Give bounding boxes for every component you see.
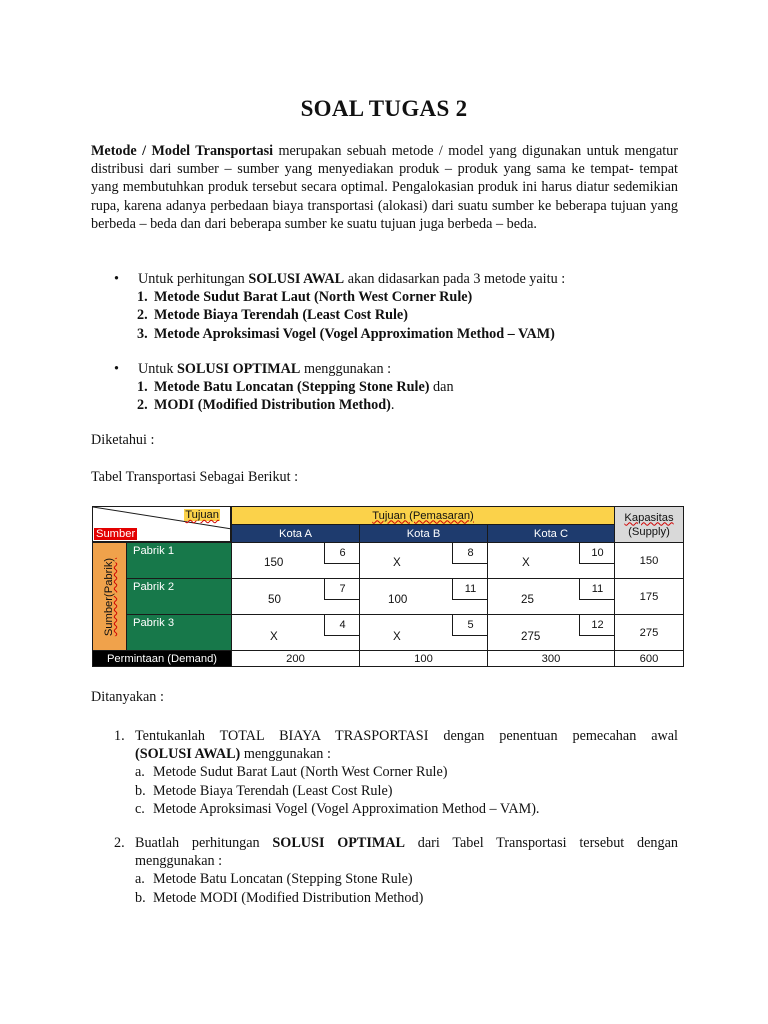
list-item: 2. MODI (Modified Distribution Method). (137, 397, 395, 414)
table-cell: X 10 (487, 542, 615, 579)
dest-kota-a: Kota A (231, 524, 360, 543)
corner-cell (92, 506, 231, 542)
row-pabrik-2: Pabrik 2 (126, 578, 232, 615)
question-text: Buatlah perhitungan SOLUSI OPTIMAL dari Tabel Transportasi tersebut dengan (135, 835, 678, 851)
dest-kota-c: Kota C (487, 524, 615, 543)
cost-box: 12 (579, 615, 615, 636)
table-caption: Tabel Transportasi Sebagai Berikut : (91, 469, 299, 485)
table-cell: 150 6 (231, 542, 360, 579)
cost-box: 11 (579, 579, 615, 600)
cost-box: 11 (452, 579, 488, 600)
cost-box: 10 (579, 543, 615, 564)
page-title: SOAL TUGAS 2 (300, 96, 468, 121)
cost-box: 7 (324, 579, 360, 600)
supply-cell: 275 (614, 614, 684, 651)
cost-box: 4 (324, 615, 360, 636)
supply-cell: 175 (614, 578, 684, 615)
bullet-lead: Untuk perhitungan SOLUSI AWAL akan didasarkan pada 3 metode yaitu : (138, 271, 566, 287)
bullet-dot: • (114, 271, 119, 287)
demand-label: Permintaan (Demand) (92, 650, 232, 667)
diketahui-label: Diketahui : (91, 432, 155, 448)
table-cell: X 8 (359, 542, 488, 579)
corner-sumber: Sumber (96, 528, 136, 540)
intro-paragraph (91, 142, 678, 233)
table-cell: 25 11 (487, 578, 615, 615)
intro-bold-lead: Metode / Model Transportasi (91, 143, 274, 159)
table-cell: X 5 (359, 614, 488, 651)
dest-kota-b: Kota B (359, 524, 488, 543)
method-list (137, 288, 555, 343)
demand-kota-c: 300 (487, 650, 615, 667)
ditanyakan-label: Ditanyakan : (91, 689, 164, 705)
question-text: Tentukanlah TOTAL BIAYA TRASPORTASI dengan penentuan pemecahan awal (135, 728, 678, 744)
cost-box: 6 (324, 543, 360, 564)
list-item: 1. Metode Sudut Barat Laut (North West Corner Rule) (137, 289, 473, 306)
question-number: 1. (114, 728, 125, 744)
question-text-line2: (SOLUSI AWAL) menggunakan : (135, 746, 331, 763)
demand-kota-a: 200 (231, 650, 360, 667)
question-text-line2: menggunakan : (135, 853, 223, 870)
list-item: 1. Metode Batu Loncatan (Stepping Stone Rule) dan (137, 379, 454, 396)
list-item: c. Metode Aproksimasi Vogel (Vogel Approximation Method – VAM). (135, 800, 540, 817)
supply-cell: 150 (614, 542, 684, 579)
bullet-dot: • (114, 361, 119, 377)
list-item: 2. Metode Biaya Terendah (Least Cost Rule) (137, 307, 408, 324)
list-item: 3. Metode Aproksimasi Vogel (Vogel Approximation Method – VAM) (137, 325, 555, 342)
table-cell: 275 12 (487, 614, 615, 651)
demand-kota-b: 100 (359, 650, 488, 667)
capacity-header: Kapasitas (Supply) (614, 506, 684, 543)
question-number: 2. (114, 835, 125, 851)
question-1 (116, 727, 678, 817)
list-item: b. Metode MODI (Modified Distribution Method) (135, 889, 424, 906)
list-item: a. Metode Sudut Barat Laut (North West Corner Rule) (135, 764, 448, 781)
list-item: b. Metode Biaya Terendah (Least Cost Rule) (135, 782, 393, 799)
transport-table (92, 506, 684, 667)
list-item: a. Metode Batu Loncatan (Stepping Stone Rule) (135, 871, 413, 888)
table-cell: X 4 (231, 614, 360, 651)
method-list (137, 378, 454, 414)
table-cell: 50 7 (231, 578, 360, 615)
total-supply-demand: 600 (614, 650, 684, 667)
corner-tujuan: Tujuan (185, 509, 219, 521)
intro-text: merupakan sebuah metode / model yang digunakan untuk mengatur distribusi dari sumber – sumber yang menyediakan produk – produk yang sama ke tempat- tempat yang membutuhkan produk tersebut secara optimal. Pengalokasian produk ini harus diatur sedemikian rupa, karena adanya perbedaan biaya transportasi (alokasi) dari suatu sumber ke beberapa tujuan yang berbeda – beda dan dari beberapa sumber ke suatu tujuan juga berbeda – beda. (91, 143, 678, 232)
cost-box: 8 (452, 543, 488, 564)
dest-header: Tujuan (Pemasaran) (231, 506, 615, 525)
row-pabrik-1: Pabrik 1 (126, 542, 232, 579)
source-vertical-label: Sumber(Pabrik) (92, 542, 127, 651)
question-2 (116, 834, 678, 909)
cost-box: 5 (452, 615, 488, 636)
bullet-lead: Untuk SOLUSI OPTIMAL menggunakan : (138, 361, 392, 377)
table-cell: 100 11 (359, 578, 488, 615)
row-pabrik-3: Pabrik 3 (126, 614, 232, 651)
